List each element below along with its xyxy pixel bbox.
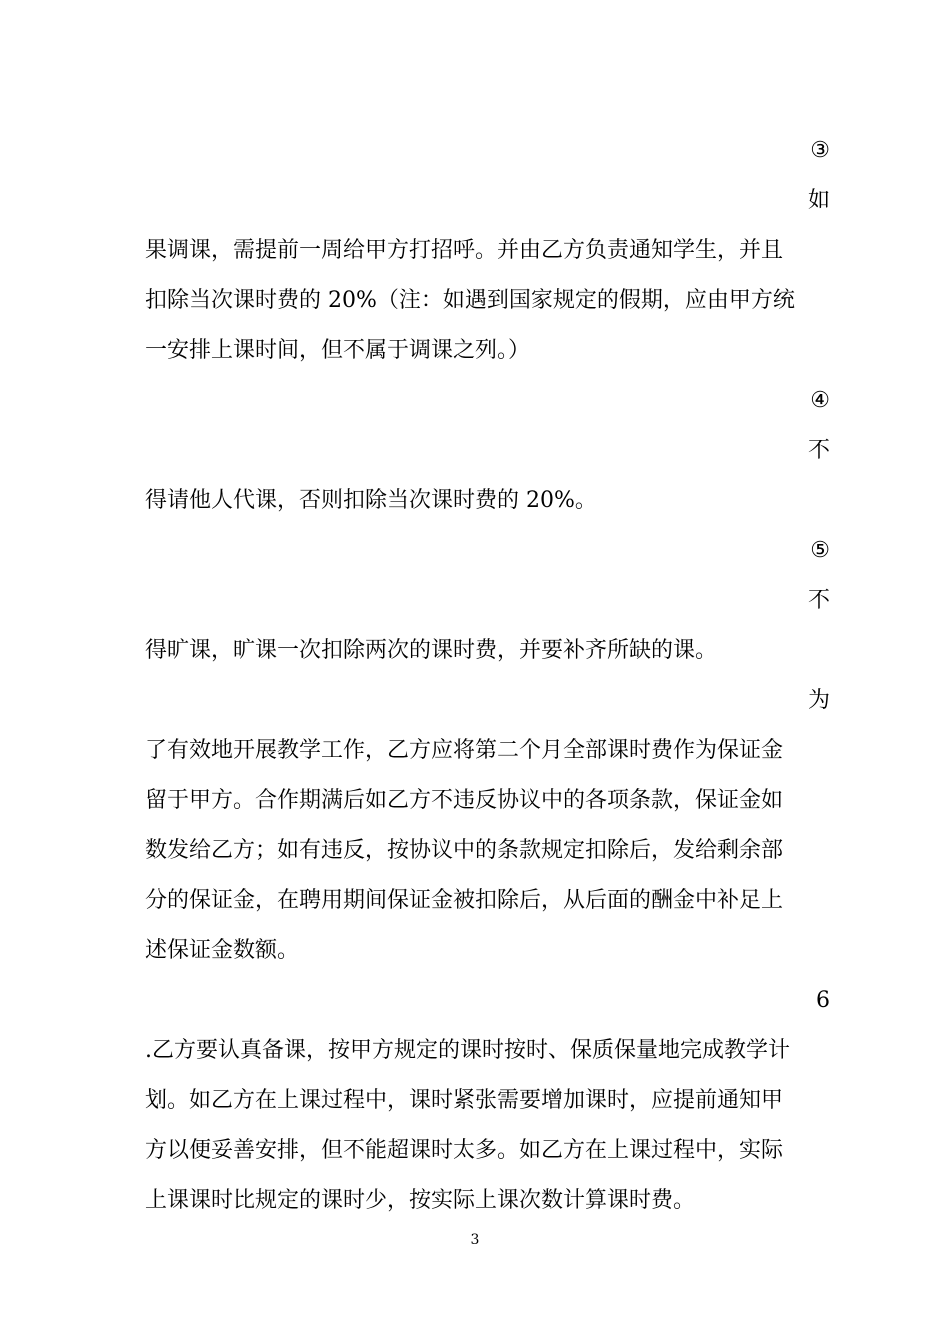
item3-line-1: 果调课，需提前一周给甲方打招呼。并由乙方负责通知学生，并且 <box>145 238 784 263</box>
item6-line-2: 划。如乙方在上课过程中，课时紧张需要增加课时，应提前通知甲 <box>145 1088 784 1113</box>
item3-marker: ③ <box>810 138 830 163</box>
item6-marker: 6 <box>816 988 830 1013</box>
item6-line-4: 上课课时比规定的课时少，按实际上课次数计算课时费。 <box>145 1188 696 1213</box>
item5-marker: ⑤ <box>810 538 830 563</box>
item3-first-char: 如 <box>807 188 830 213</box>
item5-line-1: 得旷课，旷课一次扣除两次的课时费，并要补齐所缺的课。 <box>145 638 718 663</box>
item4-line-1: 得请他人代课，否则扣除当次课时费的 20%。 <box>145 488 597 513</box>
deposit-line-1: 了有效地开展教学工作，乙方应将第二个月全部课时费作为保证金 <box>145 738 784 763</box>
item4-first-char: 不 <box>807 438 830 463</box>
deposit-first-char: 为 <box>807 688 830 713</box>
deposit-line-5: 述保证金数额。 <box>145 938 300 963</box>
item6-line-1: .乙方要认真备课，按甲方规定的课时按时、保质保量地完成教学计 <box>145 1038 790 1063</box>
item6-line-3: 方以便妥善安排，但不能超课时太多。如乙方在上课过程中，实际 <box>145 1138 784 1163</box>
deposit-line-3: 数发给乙方；如有违反，按协议中的条款规定扣除后，发给剩余部 <box>145 838 784 863</box>
item4-marker: ④ <box>810 388 830 413</box>
page-number: 3 <box>470 1232 480 1248</box>
deposit-line-4: 分的保证金，在聘用期间保证金被扣除后，从后面的酬金中补足上 <box>145 888 784 913</box>
item5-first-char: 不 <box>807 588 830 613</box>
item3-line-2: 扣除当次课时费的 20%（注：如遇到国家规定的假期，应由甲方统 <box>145 288 795 313</box>
item3-line-3: 一安排上课时间，但不属于调课之列。） <box>145 338 531 363</box>
deposit-line-2: 留于甲方。合作期满后如乙方不违反协议中的各项条款，保证金如 <box>145 788 784 813</box>
